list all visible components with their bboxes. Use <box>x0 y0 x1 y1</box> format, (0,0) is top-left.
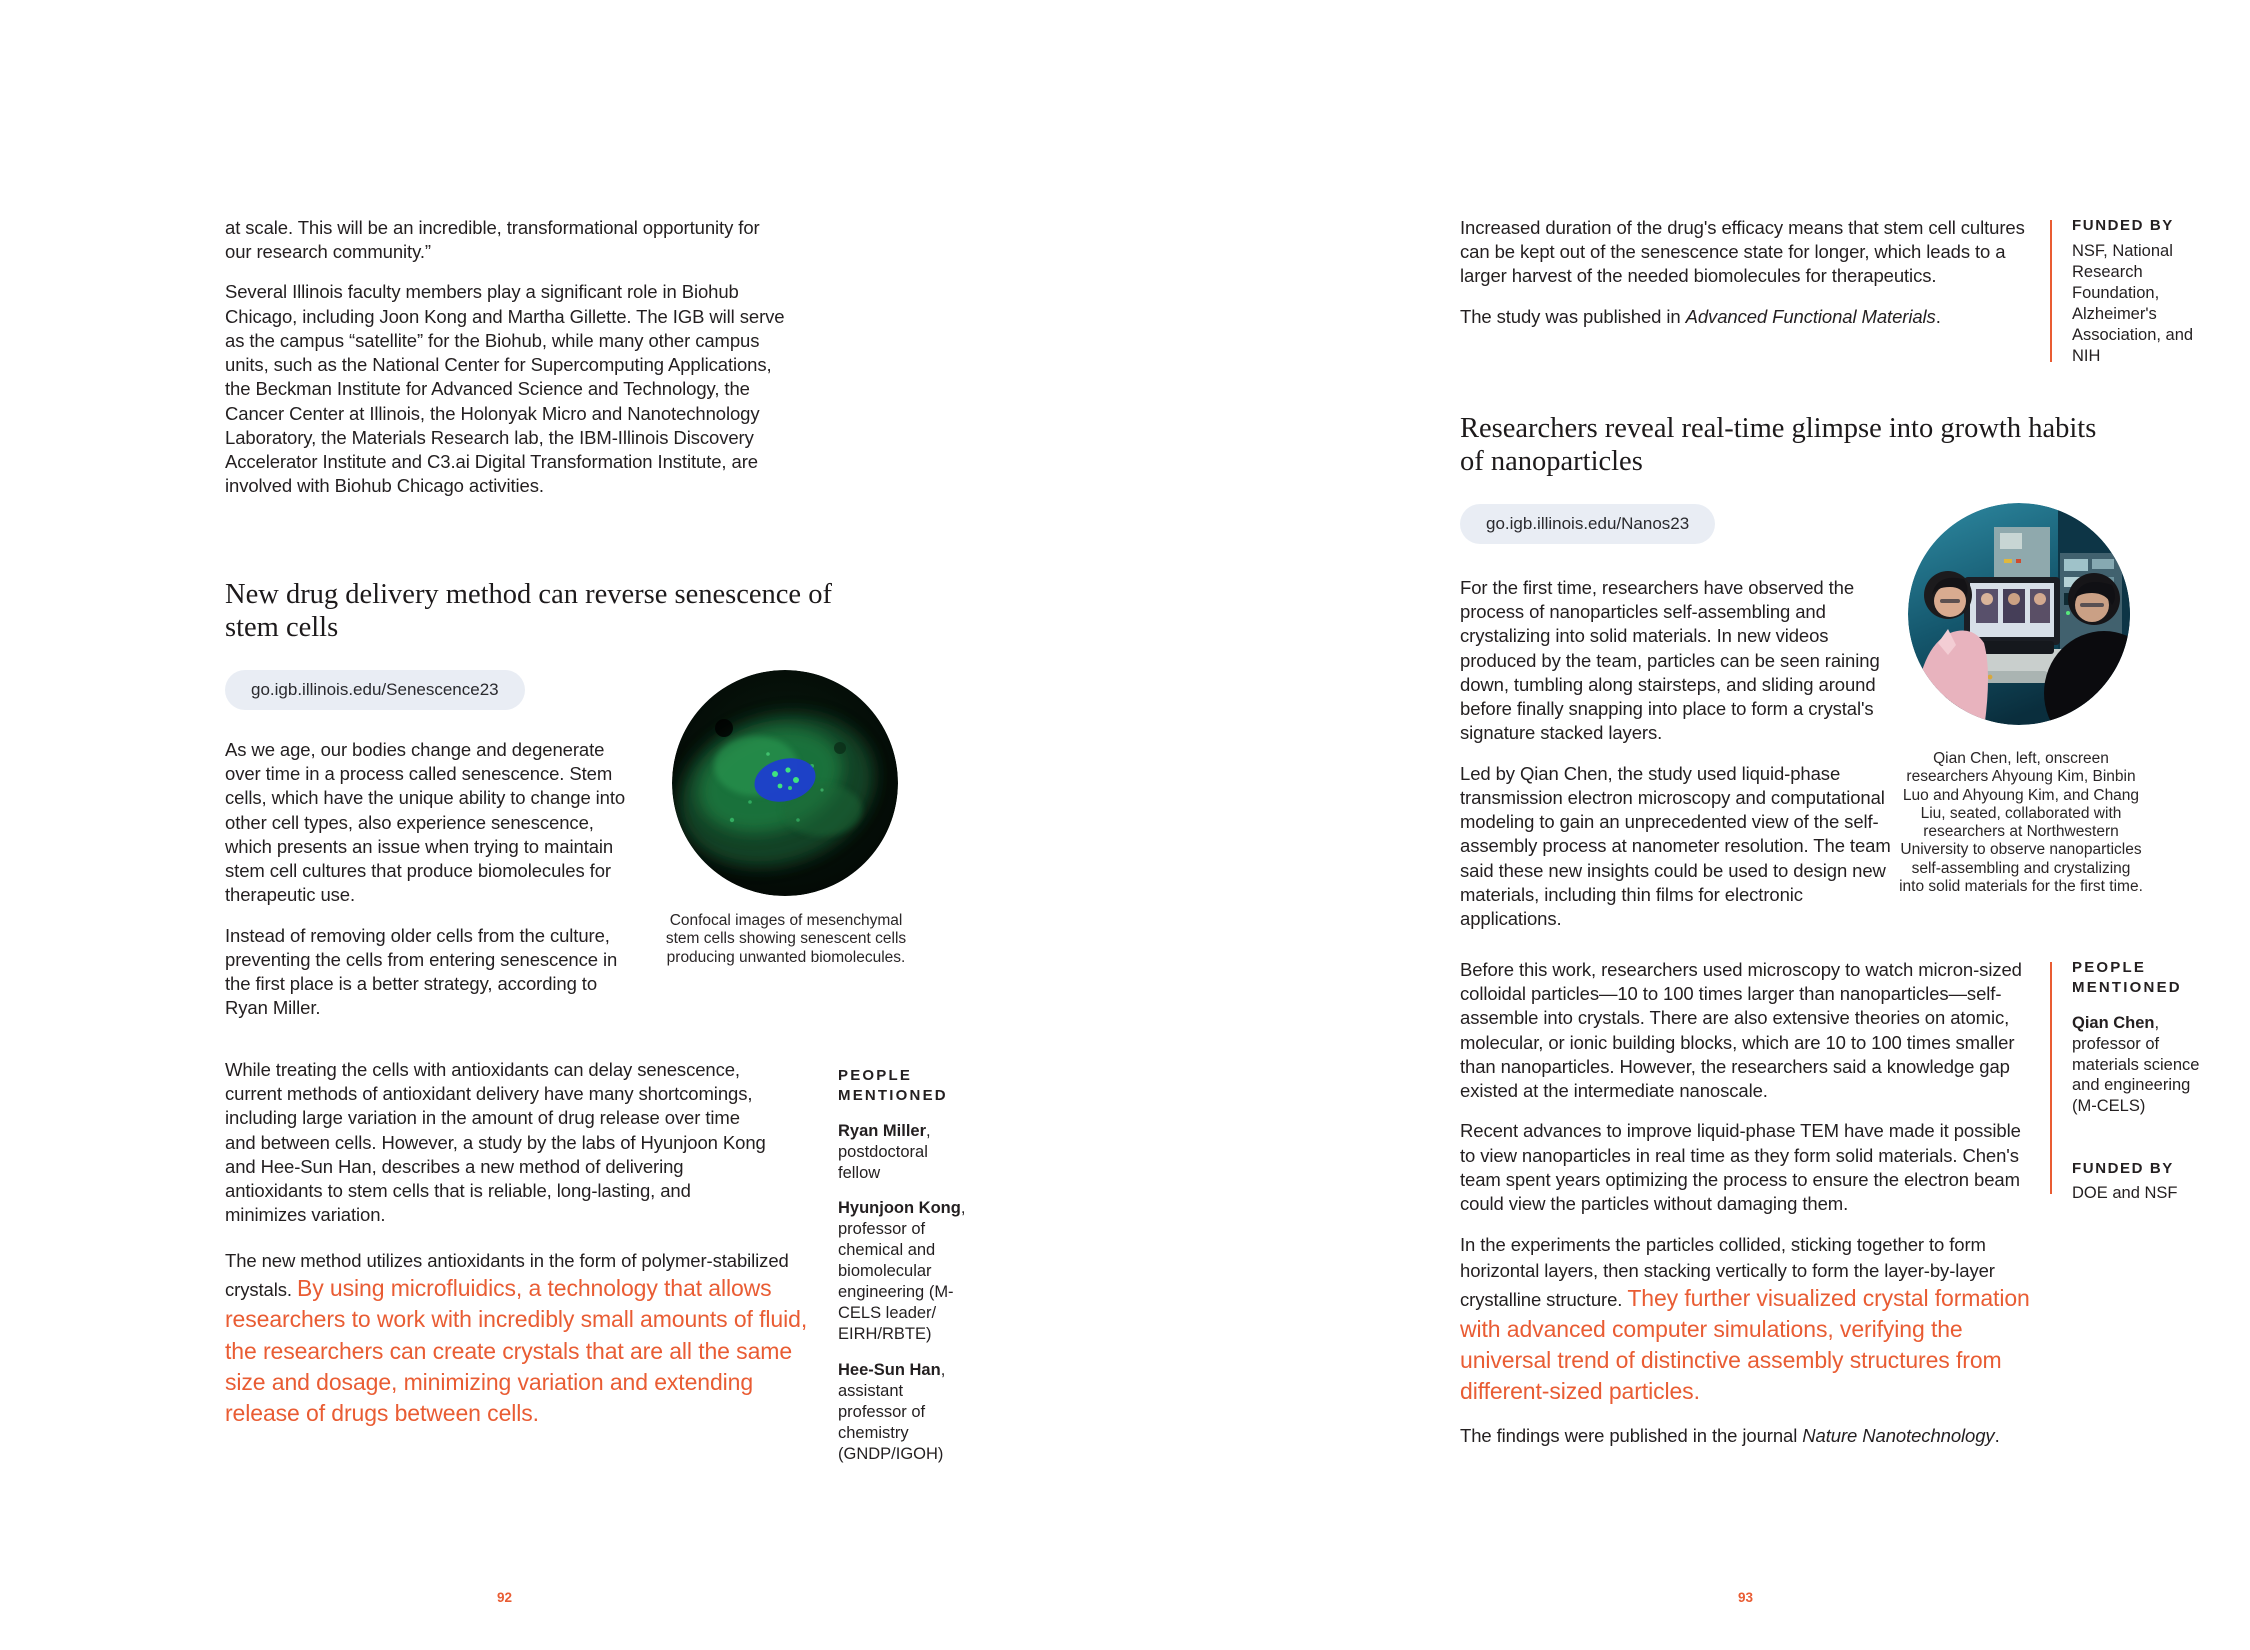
person-role: , professor of materials science and engineering (M-CELS) <box>2072 1013 2200 1116</box>
people-mentioned-left <box>838 1066 972 1465</box>
people-mentioned-heading: PEOPLE MENTIONED <box>2072 959 2182 996</box>
highlight-orange-text: They further visualized crystal formation with advanced computer simulations, verifying the universal trend of distinctive assembly structures from different-sized particles. <box>1460 1284 2030 1405</box>
person-role: , professor of chemical and biomolecular engineering (M-CELS leader/ EIRH/RBTE) <box>838 1199 966 1344</box>
intro-paragraph: at scale. This will be an incredible, transformational opportunity for our research community.” <box>225 217 760 263</box>
person-entry <box>838 1198 972 1345</box>
intro-paragraph <box>1460 305 2032 329</box>
person-name: Hee-Sun Han <box>838 1361 941 1380</box>
image-caption-confocal: Confocal images of mesenchymal stem cells showing senescent cells producing unwanted biomolecules. <box>665 912 907 966</box>
article-paragraph-highlight <box>225 1248 815 1429</box>
person-role: , postdoctoral fellow <box>838 1121 931 1182</box>
people-mentioned-heading: PEOPLE MENTIONED <box>838 1067 948 1104</box>
person-entry <box>2072 1013 2206 1118</box>
published-lead: The study was published in <box>1460 305 1686 327</box>
page-number-left: 92 <box>497 1590 513 1605</box>
url-badge-nanoparticles[interactable]: go.igb.illinois.edu/Nanos23 <box>1460 504 1715 544</box>
funded-by-heading: FUNDED BY <box>2072 1160 2174 1178</box>
funded-by-body: NSF, National Research Foundation, Alzheimer's Association, and NIH <box>2072 241 2194 365</box>
right-article-column <box>1460 576 1902 931</box>
article-paragraph-highlight <box>1460 1232 2034 1407</box>
article-title-senescence: New drug delivery method can reverse senescence of stem cells <box>225 579 832 644</box>
person-name: Ryan Miller <box>838 1121 927 1140</box>
article-paragraph: For the first time, researchers have observed the process of nanoparticles self-assembling and crystalizing into solid materials. In new videos produced by the team, particles can be seen raining down, tumbling along stairsteps, and sliding around before finally snapping into place to form a crystal's signature stacked layers. <box>1460 577 1880 744</box>
article-title-nanoparticles: Researchers reveal real-time glimpse into growth habits of nanoparticles <box>1460 413 2097 478</box>
published-tail: . <box>1935 305 1941 327</box>
right-intro-block <box>1460 216 2032 329</box>
page-number-right: 93 <box>1738 1590 1754 1605</box>
funded-by-heading: FUNDED BY <box>2072 217 2174 234</box>
person-entry <box>838 1360 972 1465</box>
lab-photo <box>1908 503 2130 725</box>
findings-tail: . <box>1994 1424 2000 1446</box>
left-intro-block <box>225 216 785 499</box>
findings-lead: The findings were published in the journal <box>1460 1424 1803 1446</box>
article-paragraph: As we age, our bodies change and degenerate over time in a process called senescence. Stem cells, which have the unique ability to change into other cell types, also experience senescence, which presents an issue when trying to maintain stem cell cultures that produce biomolecules for therapeutic use. <box>225 739 626 906</box>
person-role: , assistant professor of chemistry (GNDP/IGOH) <box>838 1361 946 1463</box>
funded-by-body: DOE and NSF <box>2072 1184 2178 1203</box>
article-paragraph: Before this work, researchers used microscopy to watch micron-sized colloidal particles—10 to 100 times larger than nanoparticles—self-assemble into crystals. There are also extensive theories on atomic, molecular, or ionic building blocks, which are 10 to 100 times smaller than nanoparticles. However, the researchers said a knowledge gap existed at the intermediate nanoscale. <box>1460 959 2022 1102</box>
article-paragraph: Led by Qian Chen, the study used liquid-phase transmission electron microscopy and computational modeling to gain an unprecedented view of the self-assembly process at nanometer resolution. The team said these new insights could be used to design new materials, including thin films for electronic applications. <box>1460 762 1891 930</box>
image-caption-lab: Qian Chen, left, onscreen researchers Ahyoung Kim, Binbin Luo and Ahyoung Kim, and Chang Liu, seated, collaborated with researchers at Northwestern University to observe nanoparticles self-assembling and crystalizing into solid materials for the first time. <box>1899 750 2143 895</box>
sidebar-rule <box>2050 220 2052 362</box>
person-entry <box>838 1121 972 1184</box>
person-name: Hyunjoon Kong <box>838 1199 961 1218</box>
journal-name: Advanced Functional Materials <box>1685 305 1936 327</box>
article-paragraph: While treating the cells with antioxidants can delay senescence, current methods of antioxidant delivery have many shortcomings, including large variation in the amount of drug release over time and between cells. However, a study by the labs of Hyunjoon Kong and Hee-Sun Han, describes a new method of delivering antioxidants to stem cells that is reliable, long-lasting, and minimizes variation. <box>225 1059 766 1226</box>
highlight-orange-text: By using microfluidics, a technology that allows researchers to work with incredibly small amounts of fluid, the researchers can create crystals that are all the same size and dosage, minimizing variation and extending release of drugs between cells. <box>225 1275 808 1427</box>
intro-paragraph: Several Illinois faculty members play a significant role in Biohub Chicago, including Joon Kong and Martha Gillette. The IGB will serve as the campus “satellite” for the Biohub, while many other campus units, such as the National Center for Supercomputing Applications, the Beckman Institute for Advanced Science and Technology, the Cancer Center at Illinois, the Holonyak Micro and Nanotechnology Laboratory, the Materials Research lab, the IBM-Illinois Discovery Accelerator Institute and C3.ai Digital Transformation Institute, are involved with Biohub Chicago activities. <box>225 281 785 497</box>
url-badge-senescence[interactable]: go.igb.illinois.edu/Senescence23 <box>225 670 525 710</box>
journal-name: Nature Nanotechnology <box>1802 1424 1995 1446</box>
highlight-lead-text: In the experiments the particles collided, sticking together to form horizontal layers, then stacking vertically to form the layer-by-layer crystalline structure. <box>1460 1234 1995 1310</box>
people-mentioned-right <box>2072 958 2206 1204</box>
article-paragraph <box>1460 1424 2034 1448</box>
left-article-column <box>225 738 639 1021</box>
article-paragraph: Recent advances to improve liquid-phase TEM have made it possible to view nanoparticles in real time as they form solid materials. Chen's team spent years optimizing the process to ensure the electron beam could view the particles without damaging them. <box>1460 1120 2021 1215</box>
sidebar-rule <box>2050 962 2052 1194</box>
person-name: Qian Chen <box>2072 1013 2155 1032</box>
highlight-lead-text: The new method utilizes antioxidants in the form of polymer-stabilized crystals. <box>225 1250 789 1301</box>
right-article-wide-column <box>1460 958 2034 1448</box>
funded-by-bottom <box>2072 1159 2206 1204</box>
funded-by-top <box>2072 216 2206 367</box>
confocal-image <box>672 670 898 896</box>
article-paragraph: Instead of removing older cells from the culture, preventing the cells from entering senescence in the first place is a better strategy, according to Ryan Miller. <box>225 924 618 1019</box>
intro-paragraph: Increased duration of the drug's efficacy means that stem cell cultures can be kept out of the senescence state for longer, which leads to a larger harvest of the needed biomolecules for therapeutics. <box>1460 217 2025 287</box>
